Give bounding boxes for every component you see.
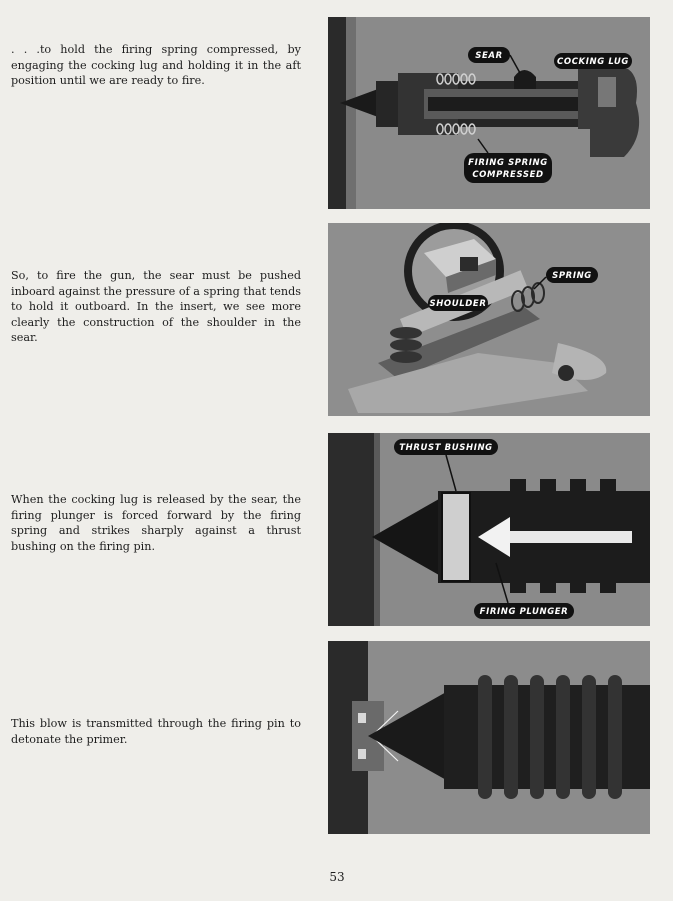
label-shoulder (428, 295, 488, 311)
sear-shoulder-drawing (328, 223, 650, 416)
label-spring (546, 267, 598, 283)
primer-detonation-drawing (328, 641, 650, 834)
label-firing-plunger (474, 603, 574, 619)
svg-text:SPRING: SPRING (552, 271, 592, 281)
thrust-bushing-drawing (328, 433, 650, 626)
label-firing-spring-compressed (464, 153, 552, 183)
svg-text:COMPRESSED: COMPRESSED (472, 170, 544, 180)
firing-mechanism-cutaway-drawing (328, 17, 650, 209)
svg-text:SHOULDER: SHOULDER (429, 299, 487, 309)
svg-text:FIRING PLUNGER: FIRING PLUNGER (479, 607, 569, 617)
label-thrust-bushing (394, 439, 498, 455)
svg-text:THRUST BUSHING: THRUST BUSHING (399, 443, 493, 453)
paragraph-cocking-lug-released: When the cocking lug is released by the sear, the firing plunger is forced forward by the firing spring and strikes sharply against a thrust bushing on the firing pin. (11, 493, 301, 553)
svg-text:COCKING LUG: COCKING LUG (557, 57, 629, 67)
svg-text:FIRING SPRING: FIRING SPRING (468, 158, 548, 168)
page-number: 53 (329, 870, 345, 884)
illustration-sear-shoulder (328, 223, 650, 416)
label-sear (468, 47, 510, 63)
paragraph-blow-transmitted: This blow is transmitted through the firing pin to detonate the primer. (11, 717, 301, 746)
illustration-primer-detonation (328, 641, 650, 834)
illustration-firing-spring-compressed (328, 17, 650, 209)
paragraph-sear-holds-spring: . . .to hold the firing spring compressed, by engaging the cocking lug and holding it in the aft position until we are ready to fire. (11, 43, 301, 87)
illustration-thrust-bushing (328, 433, 650, 626)
paragraph-fire-the-gun: So, to fire the gun, the sear must be pushed inboard against the pressure of a spring that tends to hold it outboard. In the insert, we see more clearly the construction of the shoulder in the sear. (11, 269, 301, 344)
label-cocking-lug (554, 53, 632, 69)
svg-text:SEAR: SEAR (475, 51, 503, 61)
